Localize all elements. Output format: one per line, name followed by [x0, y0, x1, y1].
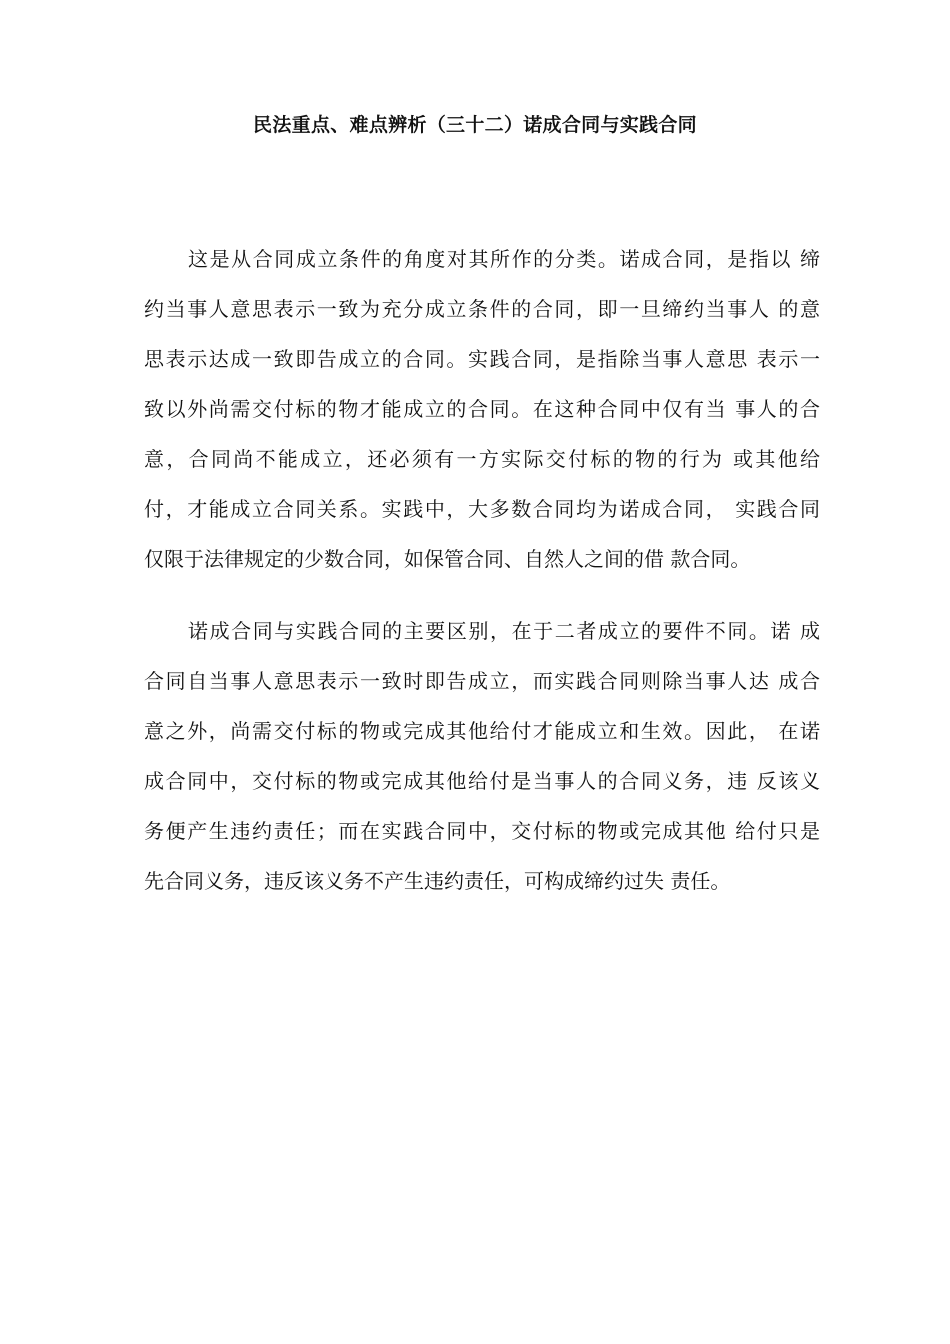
paragraph-line: 思表示达成一致即告成立的合同。实践合同，是指除当事人意思 表示一: [144, 347, 820, 371]
paragraph-line: 意之外，尚需交付标的物或完成其他给付才能成立和生效。因此， 在诺: [144, 719, 820, 743]
paragraph-1: [144, 234, 820, 584]
paragraph-line: 约当事人意思表示一致为充分成立条件的合同，即一旦缔约当事人 的意: [144, 297, 820, 321]
paragraph-line: 仅限于法律规定的少数合同，如保管合同、自然人之间的借 款合同。: [144, 547, 751, 571]
paragraph-line: 意，合同尚不能成立，还必须有一方实际交付标的物的行为 或其他给: [144, 447, 820, 471]
paragraph-line: 付，才能成立合同关系。实践中，大多数合同均为诺成合同， 实践合同: [144, 497, 820, 521]
paragraph-line: 合同自当事人意思表示一致时即告成立，而实践合同则除当事人达 成合: [144, 669, 820, 693]
document-title: 民法重点、难点辨析（三十二）诺成合同与实践合同: [253, 114, 697, 136]
paragraph-line: 诺成合同与实践合同的主要区别，在于二者成立的要件不同。诺 成: [188, 619, 820, 643]
paragraph-line: 成合同中，交付标的物或完成其他给付是当事人的合同义务，违 反该义: [144, 769, 820, 793]
paragraph-line: 这是从合同成立条件的角度对其所作的分类。诺成合同，是指以 缔: [188, 247, 820, 271]
paragraph-line: 务便产生违约责任；而在实践合同中，交付标的物或完成其他 给付只是: [144, 819, 820, 843]
paragraph-line: 先合同义务，违反该义务不产生违约责任，可构成缔约过失 责任。: [144, 869, 731, 893]
paragraph-line: 致以外尚需交付标的物才能成立的合同。在这种合同中仅有当 事人的合: [144, 397, 820, 421]
paragraph-2: [144, 606, 820, 906]
